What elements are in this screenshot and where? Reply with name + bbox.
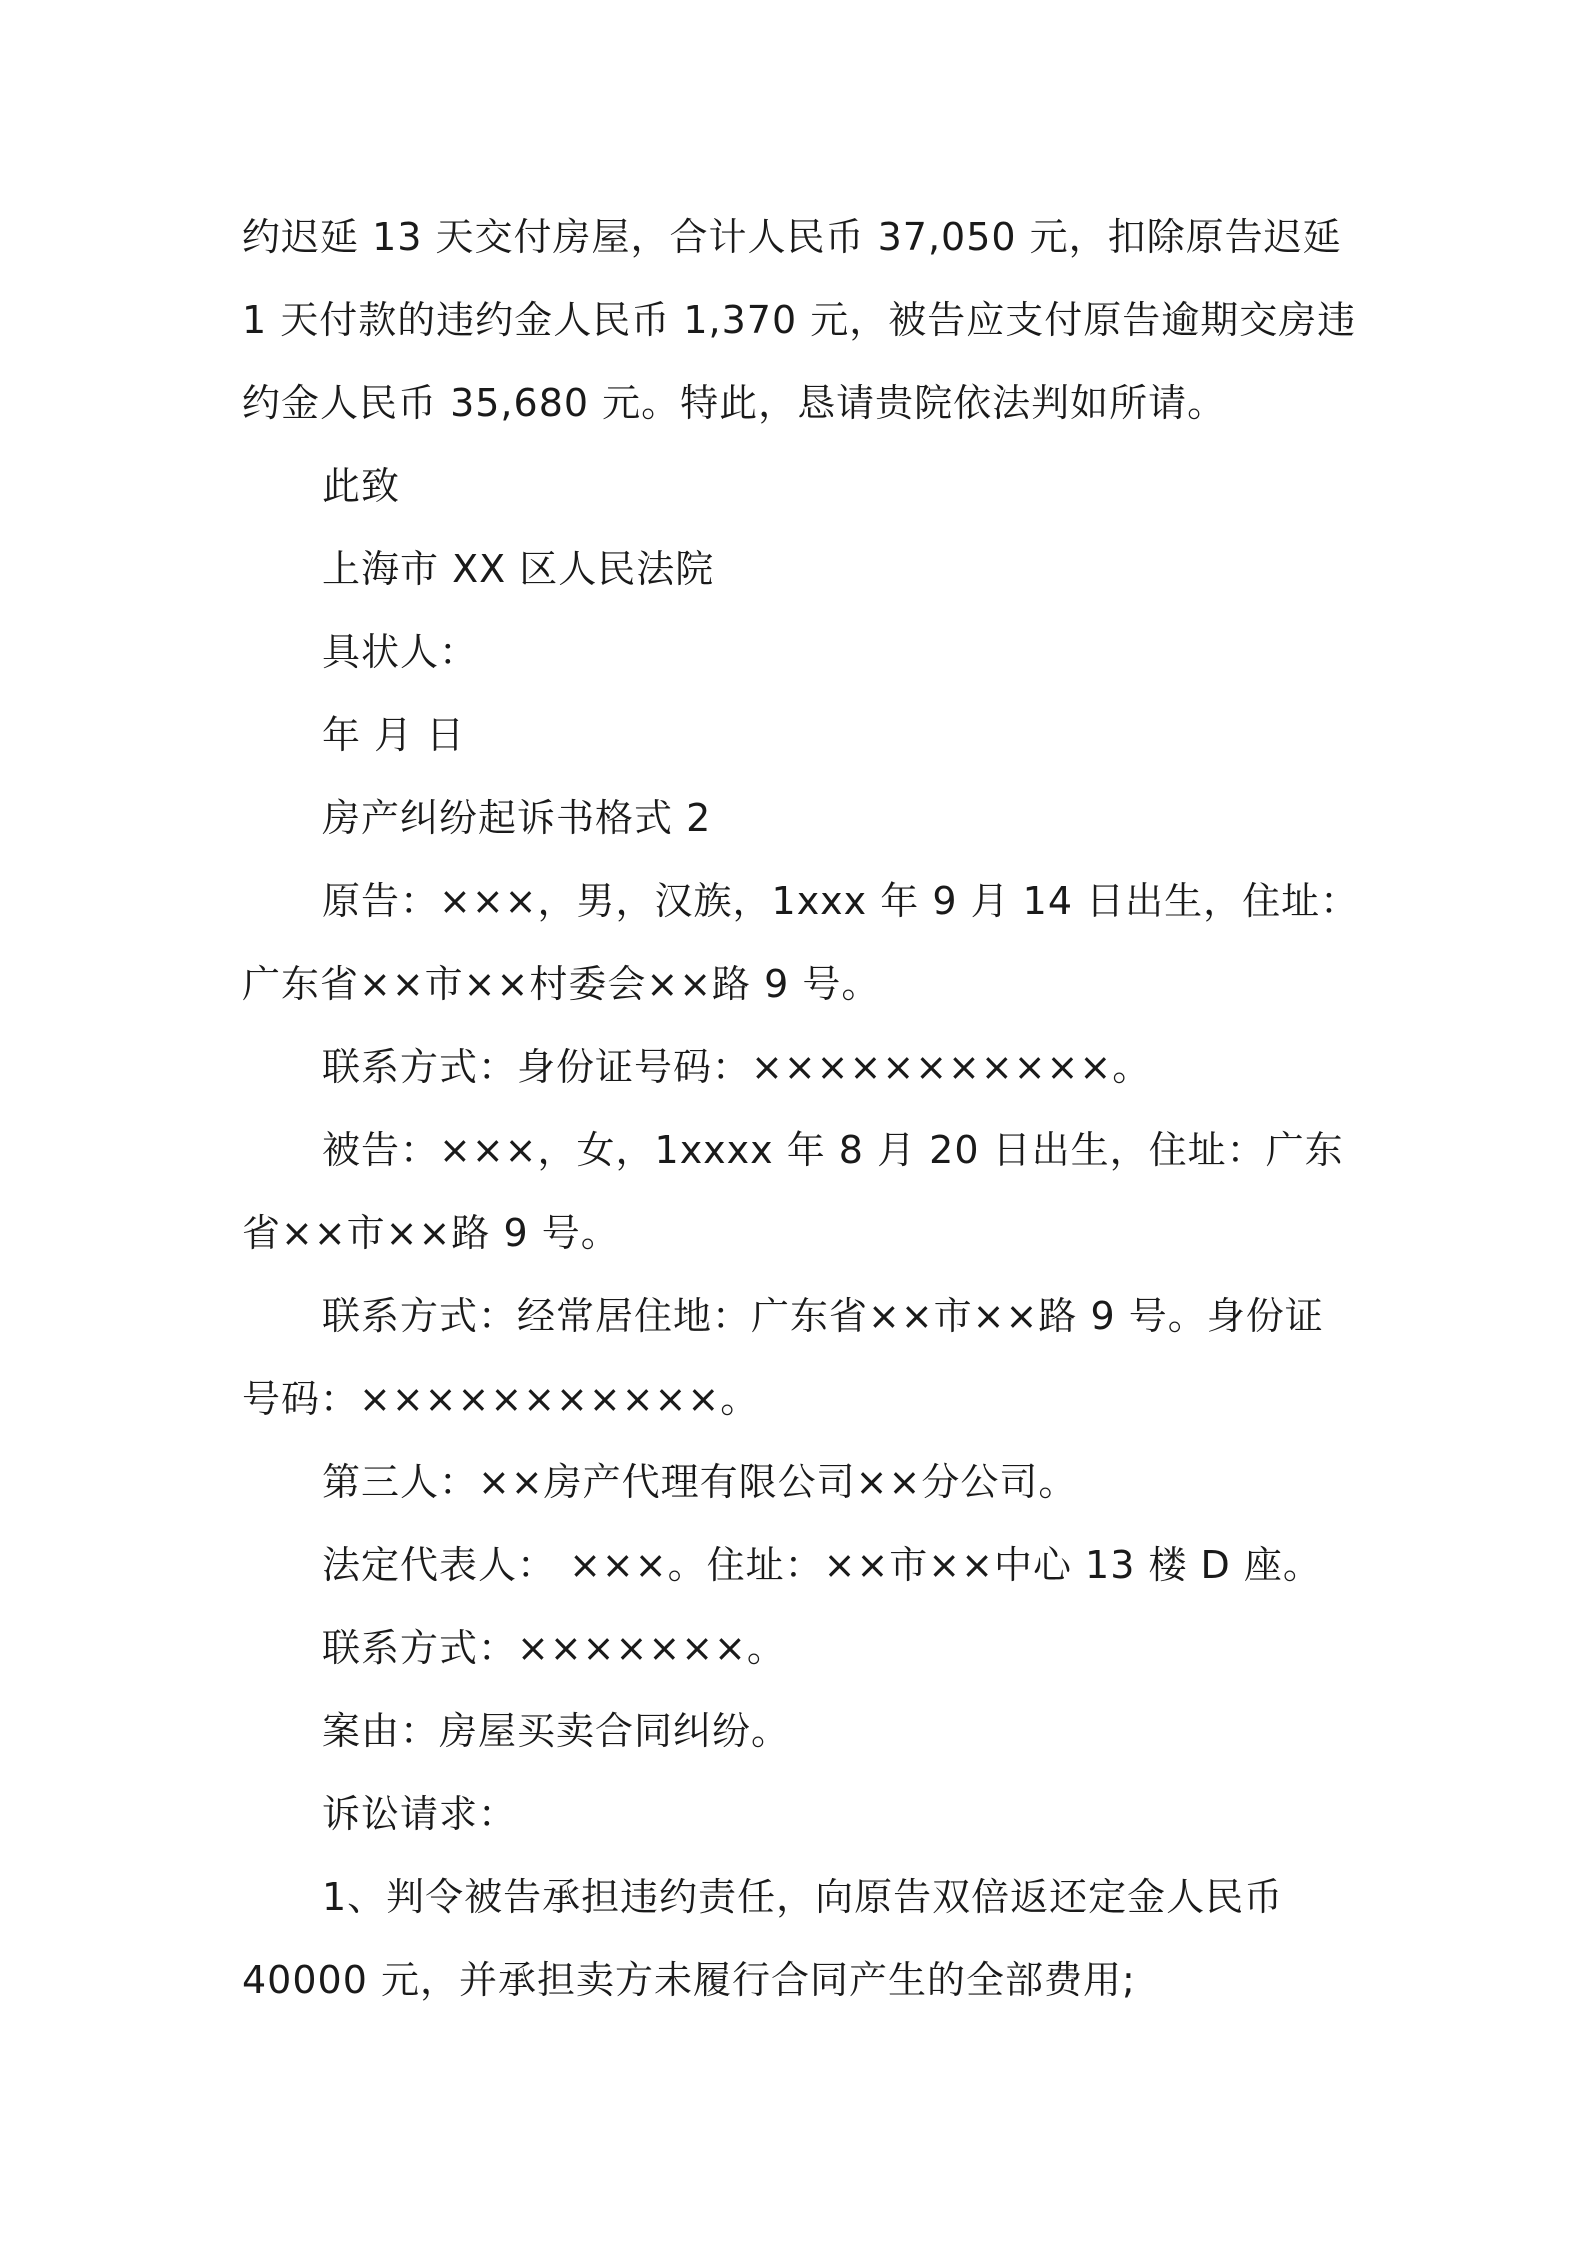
case-cause: 案由：房屋买卖合同纠纷。 [322, 1709, 791, 1753]
defendant-line: 被告：×××，女，1xxxx 年 8 月 20 日出生，住址：广东 [322, 1128, 1344, 1172]
legal-rep-line: 法定代表人： ×××。住址：××市××中心 13 楼 D 座。 [322, 1543, 1322, 1587]
claim-item-continuation: 40000 元，并承担卖方未履行合同产生的全部费用; [242, 1958, 1136, 2002]
third-party-line: 第三人：××房产代理有限公司××分公司。 [322, 1460, 1078, 1504]
plaintiff-contact: 联系方式：身份证号码：×××××××××××。 [322, 1045, 1152, 1089]
third-party-contact: 联系方式：×××××××。 [322, 1626, 786, 1670]
defendant-address: 省××市××路 9 号。 [242, 1211, 620, 1255]
section-heading: 房产纠纷起诉书格式 2 [322, 796, 712, 840]
text-line: 约金人民币 35,680 元。特此，恳请贵院依法判如所请。 [242, 381, 1227, 425]
plaintiff-line: 原告：×××，男，汉族，1xxx 年 9 月 14 日出生，住址： [322, 879, 1360, 923]
defendant-id: 号码：×××××××××××。 [242, 1377, 760, 1421]
text-line: 1 天付款的违约金人民币 1,370 元，被告应支付原告逾期交房违 [242, 298, 1357, 342]
defendant-contact: 联系方式：经常居住地：广东省××市××路 9 号。身份证 [322, 1294, 1324, 1338]
salutation-line: 此致 [322, 464, 401, 508]
text-line: 约迟延 13 天交付房屋，合计人民币 37,050 元，扣除原告迟延 [242, 215, 1342, 259]
document-body [242, 196, 1362, 2022]
signature-label: 具状人： [322, 630, 479, 674]
court-name: 上海市 XX 区人民法院 [322, 547, 715, 591]
claim-item: 1、判令被告承担违约责任，向原告双倍返还定金人民币 [322, 1875, 1284, 1919]
claims-heading: 诉讼请求： [322, 1792, 518, 1836]
date-line: 年 月 日 [322, 713, 466, 757]
plaintiff-address: 广东省××市××村委会××路 9 号。 [242, 962, 881, 1006]
